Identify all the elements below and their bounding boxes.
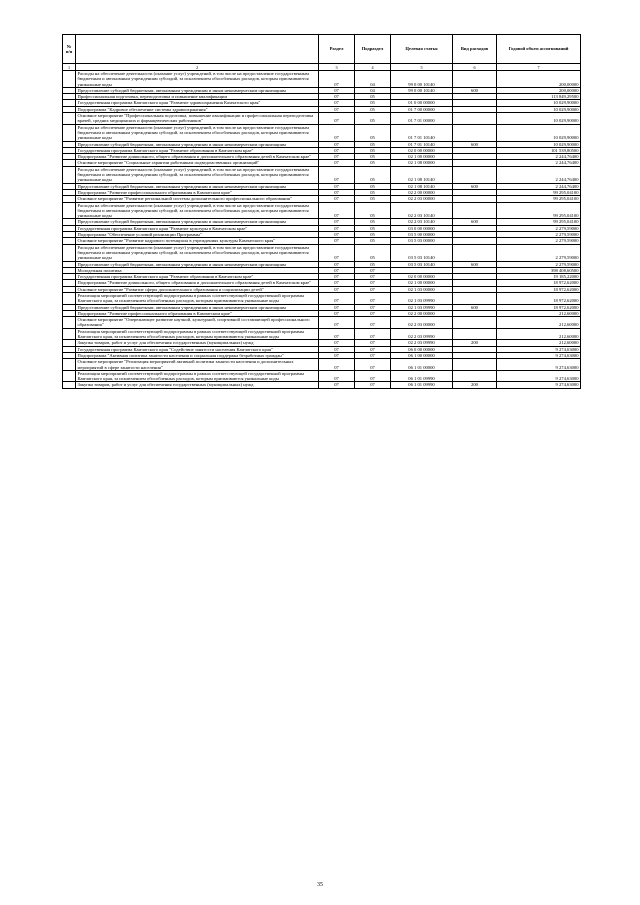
row-name: Основное мероприятие "Опережающее развитие научной, культурной, спортивной составляющей профессионального образования" (76, 317, 319, 329)
row-podrazdel: 05 (355, 160, 391, 166)
row-target-article: 02 1 03 09990 (391, 292, 453, 304)
row-amount: 10 029,90000 (497, 124, 581, 141)
row-razdel: 07 (319, 106, 355, 112)
table-row (63, 359, 581, 371)
row-expense-type: 200 (453, 340, 497, 346)
row-name: Предоставление субсидий бюджетным, автономным учреждениям и иным некоммерческим организациям (76, 87, 319, 93)
row-name: Основное мероприятие "Профессиональная подготовка, повышение квалификации и профессиональная переподготовка врачей, средних медицинских и фармацевтических работников" (76, 113, 319, 125)
row-name: Молодежная политика (76, 267, 319, 273)
row-expense-type (453, 113, 497, 125)
row-number (63, 317, 76, 329)
header-razdel: Раздел (319, 35, 355, 64)
row-number (63, 292, 76, 304)
row-podrazdel: 05 (355, 154, 391, 160)
table-row (63, 317, 581, 329)
table-body (63, 71, 581, 389)
row-razdel: 07 (319, 232, 355, 238)
row-amount: 113 849,29500 (497, 94, 581, 100)
row-name: Реализация мероприятий соответствующей подпрограммы в рамках соответствующей государственной программы Камчатского края, за исключением обособленных расходов, которым присваиваются уникальные коды (76, 370, 319, 382)
row-amount: 10 029,90000 (497, 141, 581, 147)
row-amount: 2 244,76400 (497, 183, 581, 189)
row-target-article: 02 2 03 00000 (391, 196, 453, 202)
row-podrazdel: 07 (355, 328, 391, 340)
row-number (63, 382, 76, 388)
row-name: Подпрограмма "Развитие дошкольного, общего образования и дополнительного образования детей в Камчатском крае" (76, 154, 319, 160)
header-annual-amount: Годовой объем ассигнований (497, 35, 581, 64)
row-expense-type (453, 328, 497, 340)
row-razdel: 07 (319, 352, 355, 358)
budget-allocation-table (62, 34, 581, 389)
column-number: 7 (497, 64, 581, 71)
row-razdel: 07 (319, 147, 355, 153)
row-razdel: 07 (319, 87, 355, 93)
row-podrazdel: 05 (355, 106, 391, 112)
header-target-article: Целевая статья (391, 35, 453, 64)
row-name: Расходы на обеспечение деятельности (оказание услуг) учреждений, в том числе на предоставление государственным бюджетным и автономным учреждениям субсидий, за исключением обособленных расходов, которым присваиваются уникальные коды (76, 166, 319, 183)
row-target-article: 02 2 03 09990 (391, 328, 453, 340)
row-podrazdel: 07 (355, 352, 391, 358)
row-target-article: 02 2 00 00000 (391, 310, 453, 316)
row-target-article: 01 7 00 00000 (391, 106, 453, 112)
row-number (63, 244, 76, 261)
row-podrazdel: 05 (355, 244, 391, 261)
row-podrazdel: 07 (355, 346, 391, 352)
row-target-article: 02 1 00 00000 (391, 154, 453, 160)
row-podrazdel: 07 (355, 292, 391, 304)
row-name: Предоставление субсидий бюджетным, автономным учреждениям и иным некоммерческим организациям (76, 141, 319, 147)
row-amount: 99 295,04100 (497, 189, 581, 195)
row-amount: 19 185,22000 (497, 274, 581, 280)
row-name: Государственная программа Камчатского края "Содействие занятости населения Камчатского края" (76, 346, 319, 352)
row-amount: 18 972,62000 (497, 286, 581, 292)
row-amount: 2 244,76400 (497, 166, 581, 183)
row-amount: 9 274,63000 (497, 352, 581, 358)
row-amount: 9 274,63000 (497, 346, 581, 352)
row-target-article: 06 1 01 09990 (391, 370, 453, 382)
row-podrazdel: 07 (355, 359, 391, 371)
row-name: Подпрограмма "Развитие профессионального образования в Камчатском крае" (76, 310, 319, 316)
table-row (63, 292, 581, 304)
row-name: Расходы на обеспечение деятельности (оказание услуг) учреждений, в том числе на предоставление государственным бюджетным и автономным учреждениям субсидий, за исключением обособленных расходов, которым присваиваются уникальные коды (76, 202, 319, 219)
row-podrazdel: 05 (355, 202, 391, 219)
row-target-article: 06 1 01 09990 (391, 382, 453, 388)
row-expense-type: 600 (453, 183, 497, 189)
row-podrazdel: 07 (355, 274, 391, 280)
row-name: Закупка товаров, работ и услуг для обеспечения государственных (муниципальных) нужд (76, 382, 319, 388)
column-number: 3 (319, 64, 355, 71)
row-razdel: 07 (319, 267, 355, 273)
row-podrazdel: 05 (355, 232, 391, 238)
row-target-article: 01 7 01 10140 (391, 124, 453, 141)
table-row (63, 124, 581, 141)
row-target-article: 02 1 08 00000 (391, 160, 453, 166)
row-target-article: 03 5 03 10140 (391, 261, 453, 267)
row-razdel: 07 (319, 328, 355, 340)
row-target-article: 02 2 00 00000 (391, 189, 453, 195)
row-number (63, 370, 76, 382)
row-podrazdel: 05 (355, 113, 391, 125)
row-expense-type (453, 317, 497, 329)
column-number: 1 (63, 64, 76, 71)
row-name: Предоставление субсидий бюджетным, автономным учреждениям и иным некоммерческим организациям (76, 304, 319, 310)
row-target-article: 02 1 03 09990 (391, 304, 453, 310)
row-amount: 2 279,59000 (497, 225, 581, 231)
row-amount: 99 295,04100 (497, 219, 581, 225)
row-expense-type (453, 202, 497, 219)
row-expense-type: 600 (453, 304, 497, 310)
header-podrazdel: Подраздел (355, 35, 391, 64)
table-row (63, 202, 581, 219)
row-razdel: 07 (319, 280, 355, 286)
row-amount: 99 295,04100 (497, 196, 581, 202)
row-name: Основное мероприятие "Социальные гарантии работникам подведомственных организаций" (76, 160, 319, 166)
row-podrazdel: 07 (355, 310, 391, 316)
row-razdel: 07 (319, 346, 355, 352)
row-target-article: 02 0 00 00000 (391, 147, 453, 153)
row-podrazdel: 05 (355, 147, 391, 153)
row-podrazdel: 07 (355, 382, 391, 388)
row-name: Государственная программа Камчатского края "Развитие образования в Камчатском крае" (76, 147, 319, 153)
table-header-row (63, 35, 581, 64)
page-number: 35 (317, 882, 323, 888)
row-target-article: 99 0 00 10140 (391, 87, 453, 93)
header-num: № п/п (63, 35, 76, 64)
row-amount: 2 279,59000 (497, 238, 581, 244)
row-podrazdel: 05 (355, 189, 391, 195)
row-name: Закупка товаров, работ и услуг для обеспечения государственных (муниципальных) нужд (76, 340, 319, 346)
row-podrazdel: 05 (355, 196, 391, 202)
row-name: Государственная программа Камчатского края "Развитие здравоохранения Камчатского края" (76, 100, 319, 106)
row-razdel: 07 (319, 219, 355, 225)
row-expense-type (453, 166, 497, 183)
row-razdel: 07 (319, 310, 355, 316)
row-podrazdel: 07 (355, 304, 391, 310)
row-razdel: 07 (319, 292, 355, 304)
row-razdel: 07 (319, 238, 355, 244)
row-razdel: 07 (319, 196, 355, 202)
row-number (63, 113, 76, 125)
row-razdel: 07 (319, 189, 355, 195)
row-razdel: 07 (319, 286, 355, 292)
row-name: Основное мероприятие "Развитие сферы дополнительного образования и социализации детей" (76, 286, 319, 292)
row-podrazdel: 05 (355, 225, 391, 231)
row-razdel: 07 (319, 71, 355, 88)
row-target-article: 02 2 03 10140 (391, 219, 453, 225)
header-name (76, 35, 319, 64)
column-number: 5 (391, 64, 453, 71)
row-name: Подпрограмма "Кадровое обеспечение системы здравоохранения" (76, 106, 319, 112)
row-razdel: 07 (319, 244, 355, 261)
row-target-article: 01 0 00 00000 (391, 100, 453, 106)
row-amount: 398 408,60500 (497, 267, 581, 273)
row-razdel: 07 (319, 340, 355, 346)
row-podrazdel: 05 (355, 166, 391, 183)
row-name: Профессиональная подготовка, переподготовка и повышение квалификации (76, 94, 319, 100)
row-podrazdel: 05 (355, 100, 391, 106)
row-number (63, 359, 76, 371)
row-target-article: 02 2 03 09990 (391, 340, 453, 346)
row-name: Предоставление субсидий бюджетным, автономным учреждениям и иным некоммерческим организациям (76, 219, 319, 225)
row-podrazdel: 07 (355, 317, 391, 329)
row-target-article: 03 5 03 10140 (391, 244, 453, 261)
row-expense-type: 600 (453, 141, 497, 147)
row-target-article: 99 0 00 10140 (391, 71, 453, 88)
row-number (63, 71, 76, 88)
row-name: Основное мероприятие "Развитие региональной системы дополнительного профессионального образования" (76, 196, 319, 202)
row-razdel: 07 (319, 113, 355, 125)
row-target-article: 06 1 01 00000 (391, 359, 453, 371)
row-expense-type (453, 292, 497, 304)
row-podrazdel: 05 (355, 141, 391, 147)
row-expense-type: 600 (453, 261, 497, 267)
row-target-article: 06 0 00 00000 (391, 346, 453, 352)
row-target-article: 06 1 00 00000 (391, 352, 453, 358)
row-razdel: 07 (319, 183, 355, 189)
row-target-article: 01 7 01 10140 (391, 141, 453, 147)
row-amount: 10 029,90000 (497, 113, 581, 125)
row-razdel: 07 (319, 370, 355, 382)
row-name: Подпрограмма "Активная политика занятости населения и социальная поддержка безработных граждан" (76, 352, 319, 358)
row-name: Расходы на обеспечение деятельности (оказание услуг) учреждений, в том числе на предоставление государственным бюджетным и автономным учреждениям субсидий, за исключением обособленных расходов, которым присваиваются уникальные коды (76, 71, 319, 88)
row-razdel: 07 (319, 317, 355, 329)
row-razdel: 07 (319, 382, 355, 388)
row-podrazdel: 04 (355, 87, 391, 93)
row-amount: 200,00000 (497, 87, 581, 93)
table-row (63, 328, 581, 340)
row-amount: 200,00000 (497, 71, 581, 88)
row-razdel: 07 (319, 225, 355, 231)
row-expense-type (453, 359, 497, 371)
row-name: Подпрограмма "Развитие дошкольного, общего образования и дополнительного образования детей в Камчатском крае" (76, 280, 319, 286)
row-amount: 212,60000 (497, 317, 581, 329)
row-name: Расходы на обеспечение деятельности (оказание услуг) учреждений, в том числе на предоставление государственным бюджетным и автономным учреждениям субсидий, за исключением обособленных расходов, которым присваиваются уникальные коды (76, 244, 319, 261)
row-podrazdel: 07 (355, 280, 391, 286)
row-name: Расходы на обеспечение деятельности (оказание услуг) учреждений, в том числе на предоставление государственным бюджетным и автономным учреждениям субсидий, за исключением обособленных расходов, которым присваиваются уникальные коды (76, 124, 319, 141)
column-numbers-row (63, 64, 581, 71)
row-razdel: 07 (319, 160, 355, 166)
row-razdel: 07 (319, 202, 355, 219)
row-target-article: 02 2 03 00000 (391, 317, 453, 329)
row-expense-type (453, 71, 497, 88)
row-name: Государственная программа Камчатского края "Развитие культуры в Камчатском крае" (76, 225, 319, 231)
row-podrazdel: 05 (355, 238, 391, 244)
row-name: Основное мероприятие "Реализация мероприятий активной политики занятости населения и дополнительных мероприятий в сфере занятости населения" (76, 359, 319, 371)
table-row (63, 370, 581, 382)
row-name: Государственная программа Камчатского края "Развитие образования в Камчатском крае" (76, 274, 319, 280)
row-target-article: 02 1 00 00000 (391, 280, 453, 286)
row-amount: 9 274,63000 (497, 370, 581, 382)
row-podrazdel: 05 (355, 124, 391, 141)
row-podrazdel: 07 (355, 267, 391, 273)
row-amount: 2 244,76400 (497, 160, 581, 166)
row-amount: 18 972,62000 (497, 292, 581, 304)
row-target-article: 02 1 03 00000 (391, 286, 453, 292)
row-amount: 2 279,59000 (497, 244, 581, 261)
row-amount: 99 295,04100 (497, 202, 581, 219)
row-podrazdel: 05 (355, 183, 391, 189)
row-expense-type (453, 370, 497, 382)
row-name: Реализация мероприятий соответствующей подпрограммы в рамках соответствующей государственной программы Камчатского края, за исключением обособленных расходов, которым присваиваются уникальные коды (76, 292, 319, 304)
row-amount: 212,60000 (497, 340, 581, 346)
row-amount: 212,60000 (497, 328, 581, 340)
row-name: Подпрограмма "Развитие профессионального образования в Камчатском крае" (76, 189, 319, 195)
budget-table-page (62, 34, 580, 389)
row-number (63, 166, 76, 183)
row-expense-type (453, 124, 497, 141)
row-razdel: 07 (319, 154, 355, 160)
row-target-article: 02 1 08 10140 (391, 183, 453, 189)
row-razdel: 07 (319, 359, 355, 371)
header-expense-type: Вид расходов (453, 35, 497, 64)
column-number: 4 (355, 64, 391, 71)
row-amount: 9 274,63000 (497, 359, 581, 371)
row-name: Подпрограмма "Обеспечение условий реализации Программы" (76, 232, 319, 238)
row-razdel: 07 (319, 304, 355, 310)
row-amount: 18 972,62000 (497, 280, 581, 286)
row-razdel: 07 (319, 124, 355, 141)
row-target-article: 02 2 03 10140 (391, 202, 453, 219)
row-target-article: 03 5 00 00000 (391, 232, 453, 238)
row-target-article: 03 0 00 00000 (391, 225, 453, 231)
row-name: Предоставление субсидий бюджетным, автономным учреждениям и иным некоммерческим организациям (76, 261, 319, 267)
row-razdel: 07 (319, 141, 355, 147)
row-name: Реализация мероприятий соответствующей подпрограммы в рамках соответствующей государственной программы Камчатского края, за исключением обособленных расходов, которым присваиваются уникальные коды (76, 328, 319, 340)
row-razdel: 07 (319, 261, 355, 267)
row-expense-type (453, 244, 497, 261)
row-amount: 18 972,62000 (497, 304, 581, 310)
row-podrazdel: 07 (355, 340, 391, 346)
row-razdel: 07 (319, 166, 355, 183)
row-amount: 2 279,59000 (497, 232, 581, 238)
row-target-article: 02 1 08 10140 (391, 166, 453, 183)
row-name: Основное мероприятие "Развитие кадрового потенциала в учреждениях культуры Камчатского края" (76, 238, 319, 244)
row-podrazdel: 05 (355, 219, 391, 225)
row-amount: 9 274,63000 (497, 382, 581, 388)
row-name: Предоставление субсидий бюджетным, автономным учреждениям и иным некоммерческим организациям (76, 183, 319, 189)
row-amount: 10 029,90000 (497, 100, 581, 106)
table-row (63, 166, 581, 183)
row-amount: 10 029,90000 (497, 106, 581, 112)
row-razdel: 07 (319, 274, 355, 280)
row-expense-type: 600 (453, 87, 497, 93)
row-podrazdel: 05 (355, 261, 391, 267)
row-expense-type: 200 (453, 382, 497, 388)
row-amount: 2 279,59000 (497, 261, 581, 267)
row-amount: 212,60000 (497, 310, 581, 316)
row-razdel: 07 (319, 94, 355, 100)
row-target-article: 01 7 01 00000 (391, 113, 453, 125)
row-podrazdel: 07 (355, 370, 391, 382)
column-number: 6 (453, 64, 497, 71)
row-podrazdel: 05 (355, 94, 391, 100)
table-row (63, 113, 581, 125)
row-expense-type: 600 (453, 219, 497, 225)
table-row (63, 382, 581, 388)
column-number: 2 (76, 64, 319, 71)
row-number (63, 124, 76, 141)
row-amount: 101 539,80500 (497, 147, 581, 153)
table-row (63, 244, 581, 261)
row-amount: 2 244,76400 (497, 154, 581, 160)
row-podrazdel: 07 (355, 286, 391, 292)
row-target-article: 03 5 03 00000 (391, 238, 453, 244)
row-number (63, 202, 76, 219)
row-number (63, 328, 76, 340)
row-target-article: 02 0 00 00000 (391, 274, 453, 280)
table-row (63, 71, 581, 88)
row-podrazdel: 04 (355, 71, 391, 88)
row-razdel: 07 (319, 100, 355, 106)
